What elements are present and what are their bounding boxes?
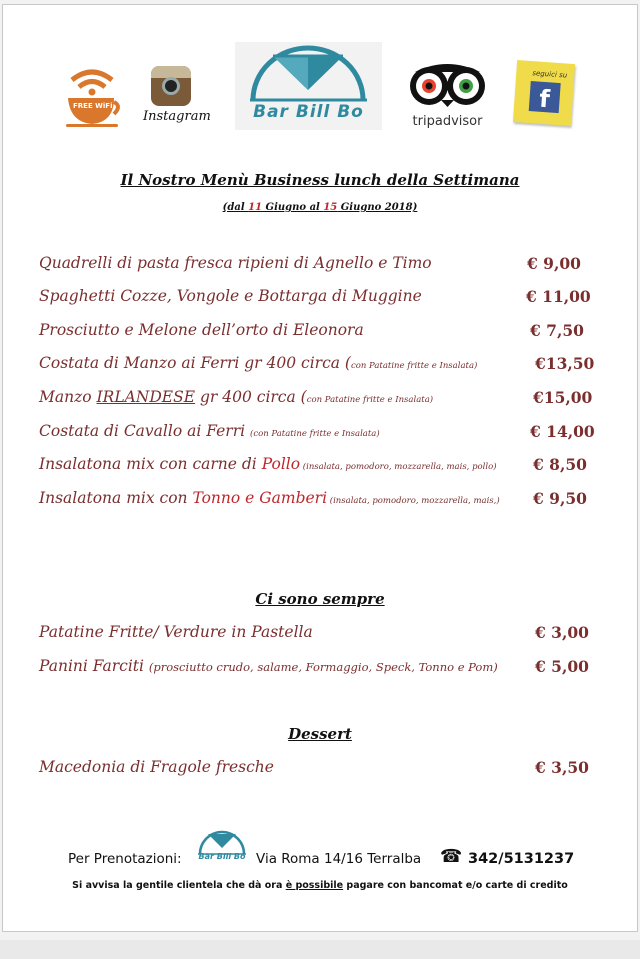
menu-dates: (dal 11 Giugno al 15 Giugno 2018) (222, 202, 418, 213)
facebook-note[interactable] (513, 60, 575, 126)
menu-item-price: € 7,50 (530, 321, 584, 340)
owl-icon (405, 60, 490, 108)
payment-notice: Si avvisa la gentile clientela che dà ora è possibile pagare con bancomat e/o carte di credito (72, 880, 568, 891)
section-title-dessert: Dessert (288, 725, 352, 743)
instagram-icon (151, 66, 191, 106)
mini-bar-name: Bar Bill Bo (198, 852, 246, 861)
menu-item-price: € 8,50 (533, 455, 587, 474)
menu-title: Il Nostro Menù Business lunch della Settimana (120, 171, 520, 189)
facebook-icon: f (529, 81, 561, 113)
tripadvisor-logo[interactable] (405, 60, 490, 130)
menu-item-price: € 14,00 (530, 422, 595, 441)
phone-icon: ☎ (440, 846, 463, 867)
menu-item: Costata di Cavallo ai Ferri (con Patatine fritte e Insalata) (39, 422, 380, 440)
bar-bill-bo-logo (235, 42, 382, 130)
menu-item-price: € 5,00 (535, 657, 589, 676)
menu-item: Spaghetti Cozze, Vongole e Bottarga di Muggine (39, 287, 422, 305)
menu-item: Prosciutto e Melone dell’orto di Eleonora (39, 321, 364, 339)
menu-item: Macedonia di Fragole fresche (39, 758, 274, 776)
bar-name: Bar Bill Bo (253, 102, 364, 122)
menu-item-price: € 9,00 (527, 254, 581, 273)
mini-bar-logo (192, 826, 252, 866)
reservation-label: Per Prenotazioni: (68, 851, 182, 867)
menu-item: Costata di Manzo ai Ferri gr 400 circa (con Patatine fritte e Insalata) (39, 354, 478, 372)
menu-item: Panini Farciti (prosciutto crudo, salame, Formaggio, Speck, Tonno e Pom) (39, 657, 498, 675)
menu-item: Insalatona mix con Tonno e Gamberi (insalata, pomodoro, mozzarella, mais,) (39, 489, 500, 507)
tripadvisor-label: tripadvisor (412, 114, 483, 129)
menu-item: Insalatona mix con carne di Pollo (insalata, pomodoro, mozzarella, mais, pollo) (39, 455, 497, 473)
menu-item-price: € 3,50 (535, 758, 589, 777)
bottom-strip (0, 940, 640, 959)
menu-item-price: € 11,00 (526, 287, 591, 306)
reservation-footer (68, 846, 588, 874)
address: Via Roma 14/16 Terralba (256, 851, 422, 867)
instagram-label: Instagram (143, 109, 211, 124)
menu-item: Patatine Fritte/ Verdure in Pastella (39, 623, 313, 641)
section-title-always: Ci sono sempre (255, 590, 385, 608)
menu-item: Manzo IRLANDESE gr 400 circa (con Patatine fritte e Insalata) (39, 388, 434, 406)
menu-item-price: € 3,00 (535, 623, 589, 642)
instagram-logo[interactable] (143, 66, 211, 128)
phone-number[interactable]: 342/5131237 (468, 851, 575, 867)
menu-item-price: €13,50 (535, 354, 595, 373)
wifi-text: FREE WiFi (73, 102, 113, 110)
menu-item-price: €15,00 (533, 388, 593, 407)
menu-item-price: € 9,50 (533, 489, 587, 508)
menu-item: Quadrelli di pasta fresca ripieni di Agnello e Timo (39, 254, 432, 272)
facebook-note-text: seguici su (532, 69, 568, 80)
free-wifi-icon (64, 66, 120, 128)
